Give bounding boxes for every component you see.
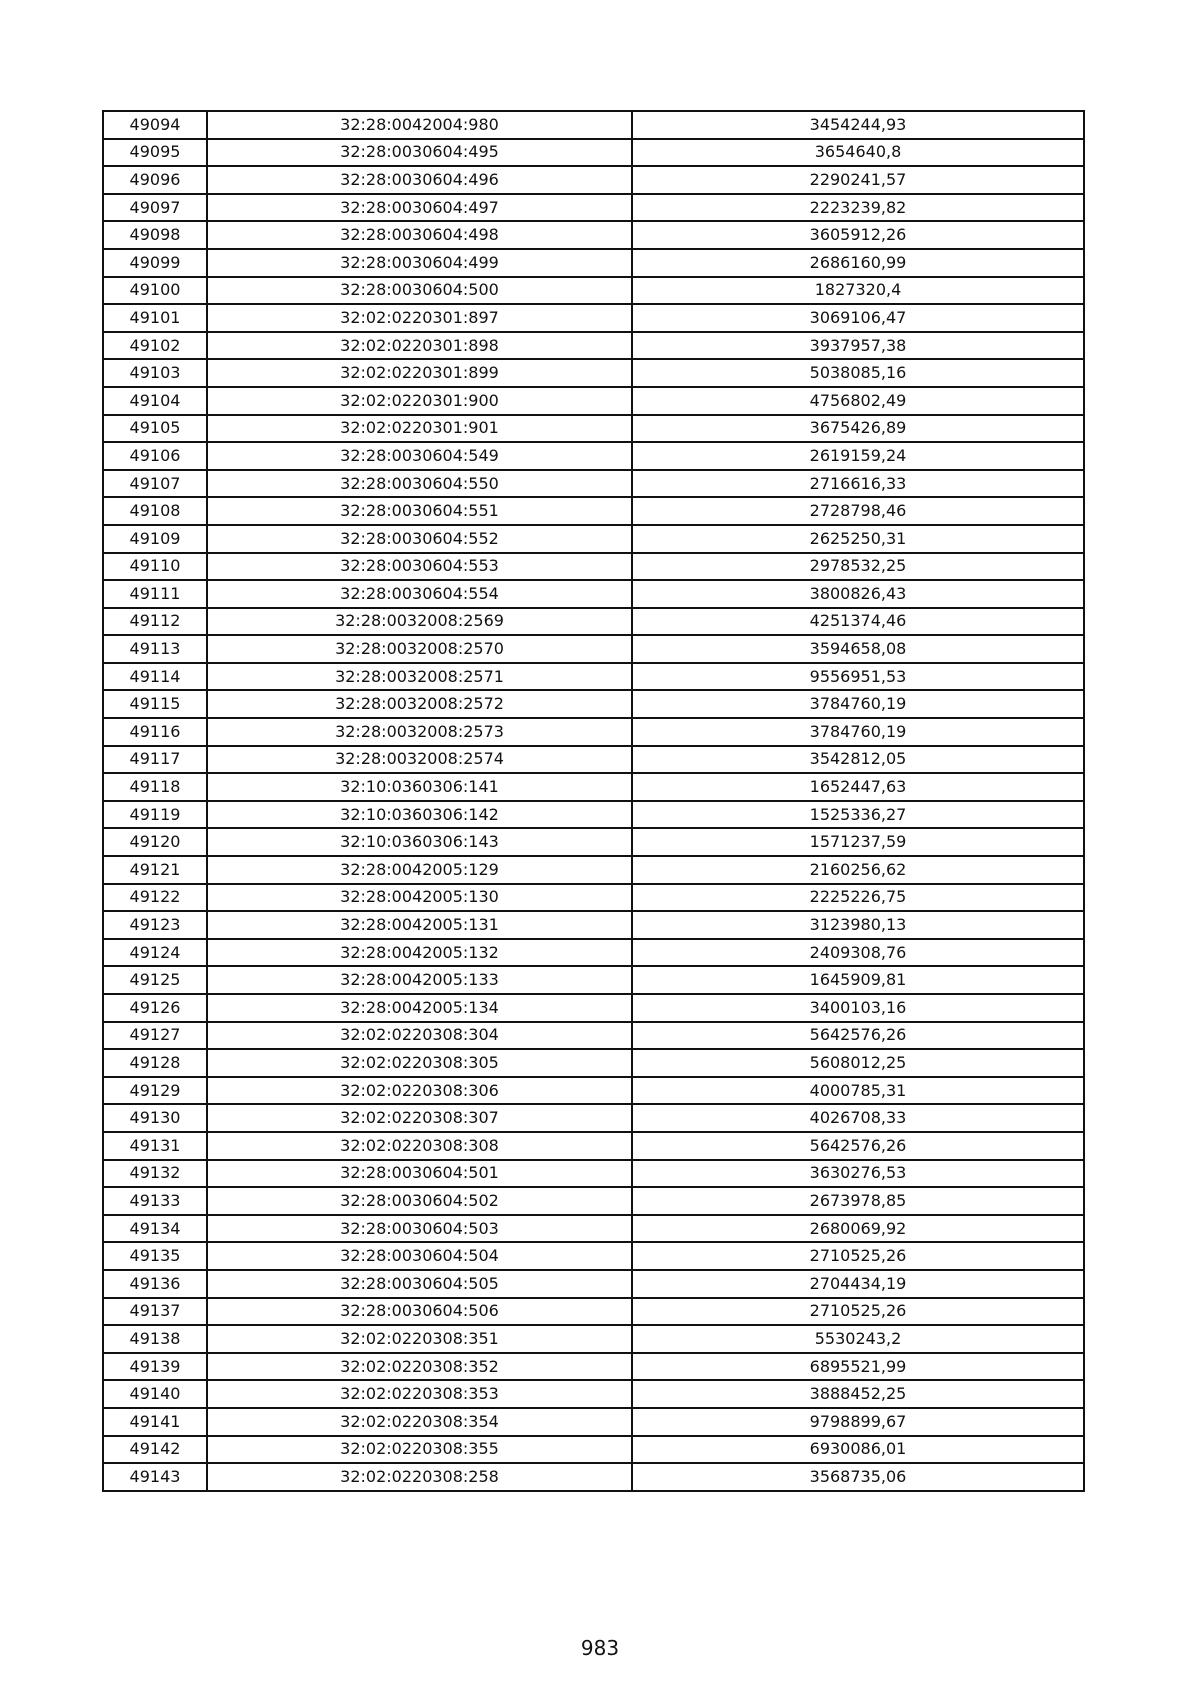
value-cell: 3400103,16 — [632, 994, 1084, 1022]
value-cell: 2978532,25 — [632, 553, 1084, 581]
row-number-cell: 49109 — [103, 525, 207, 553]
cadastral-number-cell: 32:28:0030604:501 — [207, 1160, 632, 1188]
table-row — [103, 1353, 1084, 1381]
table-row — [103, 249, 1084, 277]
row-number-cell: 49117 — [103, 746, 207, 774]
cadastral-number-cell: 32:28:0030604:550 — [207, 470, 632, 498]
value-cell: 6930086,01 — [632, 1436, 1084, 1464]
table-row — [103, 1215, 1084, 1243]
row-number-cell: 49139 — [103, 1353, 207, 1381]
row-number-cell: 49112 — [103, 608, 207, 636]
cadastral-number-cell: 32:28:0030604:500 — [207, 277, 632, 305]
table-row — [103, 553, 1084, 581]
table-row — [103, 939, 1084, 967]
value-cell: 5530243,2 — [632, 1325, 1084, 1353]
table-row — [103, 635, 1084, 663]
table-row — [103, 1325, 1084, 1353]
table-row — [103, 221, 1084, 249]
row-number-cell: 49106 — [103, 442, 207, 470]
cadastral-number-cell: 32:28:0030604:505 — [207, 1270, 632, 1298]
cadastral-number-cell: 32:28:0030604:498 — [207, 221, 632, 249]
row-number-cell: 49100 — [103, 277, 207, 305]
table-row — [103, 277, 1084, 305]
row-number-cell: 49126 — [103, 994, 207, 1022]
table-row — [103, 884, 1084, 912]
value-cell: 3568735,06 — [632, 1463, 1084, 1491]
cadastral-number-cell: 32:28:0042005:132 — [207, 939, 632, 967]
cadastral-number-cell: 32:10:0360306:143 — [207, 828, 632, 856]
table-row — [103, 1408, 1084, 1436]
cadastral-number-cell: 32:28:0030604:549 — [207, 442, 632, 470]
cadastral-number-cell: 32:02:0220308:351 — [207, 1325, 632, 1353]
table-row — [103, 1132, 1084, 1160]
value-cell: 4251374,46 — [632, 608, 1084, 636]
row-number-cell: 49094 — [103, 111, 207, 139]
value-cell: 2728798,46 — [632, 497, 1084, 525]
cadastral-number-cell: 32:02:0220301:897 — [207, 304, 632, 332]
table-row — [103, 1463, 1084, 1491]
value-cell: 5608012,25 — [632, 1049, 1084, 1077]
table-row — [103, 966, 1084, 994]
table-row — [103, 718, 1084, 746]
cadastral-number-cell: 32:28:0030604:554 — [207, 580, 632, 608]
cadastral-number-cell: 32:02:0220301:899 — [207, 359, 632, 387]
value-cell: 1525336,27 — [632, 801, 1084, 829]
table-row — [103, 1022, 1084, 1050]
cadastral-number-cell: 32:02:0220301:898 — [207, 332, 632, 360]
table-row — [103, 139, 1084, 167]
table-row — [103, 773, 1084, 801]
cadastral-number-cell: 32:28:0042005:134 — [207, 994, 632, 1022]
row-number-cell: 49132 — [103, 1160, 207, 1188]
value-cell: 3937957,38 — [632, 332, 1084, 360]
row-number-cell: 49134 — [103, 1215, 207, 1243]
cadastral-number-cell: 32:02:0220308:355 — [207, 1436, 632, 1464]
row-number-cell: 49101 — [103, 304, 207, 332]
value-cell: 3784760,19 — [632, 718, 1084, 746]
value-cell: 2716616,33 — [632, 470, 1084, 498]
table-row — [103, 1049, 1084, 1077]
cadastral-number-cell: 32:10:0360306:141 — [207, 773, 632, 801]
value-cell: 2225226,75 — [632, 884, 1084, 912]
value-cell: 2686160,99 — [632, 249, 1084, 277]
row-number-cell: 49133 — [103, 1187, 207, 1215]
cadastral-number-cell: 32:28:0042005:133 — [207, 966, 632, 994]
cadastral-number-cell: 32:28:0032008:2572 — [207, 690, 632, 718]
page-number: 983 — [580, 1636, 620, 1660]
row-number-cell: 49140 — [103, 1380, 207, 1408]
cadastral-number-cell: 32:28:0032008:2573 — [207, 718, 632, 746]
table-row — [103, 690, 1084, 718]
cadastral-number-cell: 32:02:0220308:307 — [207, 1104, 632, 1132]
value-cell: 5038085,16 — [632, 359, 1084, 387]
table-row — [103, 1104, 1084, 1132]
row-number-cell: 49124 — [103, 939, 207, 967]
table-row — [103, 111, 1084, 139]
value-cell: 9798899,67 — [632, 1408, 1084, 1436]
table-row — [103, 415, 1084, 443]
value-cell: 3654640,8 — [632, 139, 1084, 167]
table-row — [103, 1160, 1084, 1188]
row-number-cell: 49121 — [103, 856, 207, 884]
value-cell: 3630276,53 — [632, 1160, 1084, 1188]
row-number-cell: 49130 — [103, 1104, 207, 1132]
cadastral-number-cell: 32:28:0042004:980 — [207, 111, 632, 139]
row-number-cell: 49110 — [103, 553, 207, 581]
value-cell: 3594658,08 — [632, 635, 1084, 663]
cadastral-number-cell: 32:28:0032008:2571 — [207, 663, 632, 691]
value-cell: 2290241,57 — [632, 166, 1084, 194]
cadastral-number-cell: 32:02:0220308:354 — [207, 1408, 632, 1436]
cadastral-number-cell: 32:02:0220308:258 — [207, 1463, 632, 1491]
value-cell: 5642576,26 — [632, 1022, 1084, 1050]
row-number-cell: 49138 — [103, 1325, 207, 1353]
row-number-cell: 49113 — [103, 635, 207, 663]
table-row — [103, 1187, 1084, 1215]
row-number-cell: 49118 — [103, 773, 207, 801]
cadastral-number-cell: 32:28:0032008:2569 — [207, 608, 632, 636]
value-cell: 3605912,26 — [632, 221, 1084, 249]
row-number-cell: 49143 — [103, 1463, 207, 1491]
cadastral-number-cell: 32:28:0030604:553 — [207, 553, 632, 581]
value-cell: 1827320,4 — [632, 277, 1084, 305]
table-row — [103, 911, 1084, 939]
row-number-cell: 49128 — [103, 1049, 207, 1077]
value-cell: 4000785,31 — [632, 1077, 1084, 1105]
table-body — [103, 111, 1084, 1491]
cadastral-number-cell: 32:02:0220308:304 — [207, 1022, 632, 1050]
table-row — [103, 442, 1084, 470]
row-number-cell: 49115 — [103, 690, 207, 718]
cadastral-number-cell: 32:28:0030604:502 — [207, 1187, 632, 1215]
value-cell: 2680069,92 — [632, 1215, 1084, 1243]
table-row — [103, 470, 1084, 498]
value-cell: 2409308,76 — [632, 939, 1084, 967]
value-cell: 2710525,26 — [632, 1242, 1084, 1270]
table-row — [103, 1077, 1084, 1105]
table-row — [103, 166, 1084, 194]
cadastral-number-cell: 32:02:0220301:901 — [207, 415, 632, 443]
value-cell: 4756802,49 — [632, 387, 1084, 415]
value-cell: 2160256,62 — [632, 856, 1084, 884]
value-cell: 2625250,31 — [632, 525, 1084, 553]
row-number-cell: 49099 — [103, 249, 207, 277]
cadastral-number-cell: 32:02:0220308:306 — [207, 1077, 632, 1105]
value-cell: 2704434,19 — [632, 1270, 1084, 1298]
cadastral-number-cell: 32:28:0042005:131 — [207, 911, 632, 939]
row-number-cell: 49105 — [103, 415, 207, 443]
row-number-cell: 49135 — [103, 1242, 207, 1270]
table-row — [103, 332, 1084, 360]
cadastral-number-cell: 32:28:0030604:499 — [207, 249, 632, 277]
value-cell: 3888452,25 — [632, 1380, 1084, 1408]
cadastral-value-table — [102, 110, 1085, 1492]
cadastral-number-cell: 32:28:0042005:129 — [207, 856, 632, 884]
row-number-cell: 49123 — [103, 911, 207, 939]
table-row — [103, 608, 1084, 636]
table-row — [103, 1436, 1084, 1464]
value-cell: 3069106,47 — [632, 304, 1084, 332]
row-number-cell: 49108 — [103, 497, 207, 525]
cadastral-number-cell: 32:28:0030604:504 — [207, 1242, 632, 1270]
value-cell: 2710525,26 — [632, 1298, 1084, 1326]
row-number-cell: 49119 — [103, 801, 207, 829]
table-row — [103, 1380, 1084, 1408]
row-number-cell: 49141 — [103, 1408, 207, 1436]
cadastral-number-cell: 32:28:0030604:551 — [207, 497, 632, 525]
value-cell: 3675426,89 — [632, 415, 1084, 443]
table-row — [103, 359, 1084, 387]
row-number-cell: 49137 — [103, 1298, 207, 1326]
cadastral-number-cell: 32:28:0032008:2570 — [207, 635, 632, 663]
row-number-cell: 49131 — [103, 1132, 207, 1160]
row-number-cell: 49102 — [103, 332, 207, 360]
row-number-cell: 49114 — [103, 663, 207, 691]
table-row — [103, 497, 1084, 525]
value-cell: 5642576,26 — [632, 1132, 1084, 1160]
cadastral-number-cell: 32:02:0220308:308 — [207, 1132, 632, 1160]
row-number-cell: 49104 — [103, 387, 207, 415]
value-cell: 6895521,99 — [632, 1353, 1084, 1381]
value-cell: 2673978,85 — [632, 1187, 1084, 1215]
table-row — [103, 994, 1084, 1022]
row-number-cell: 49103 — [103, 359, 207, 387]
cadastral-number-cell: 32:02:0220308:353 — [207, 1380, 632, 1408]
value-cell: 1652447,63 — [632, 773, 1084, 801]
row-number-cell: 49129 — [103, 1077, 207, 1105]
value-cell: 3454244,93 — [632, 111, 1084, 139]
row-number-cell: 49142 — [103, 1436, 207, 1464]
row-number-cell: 49096 — [103, 166, 207, 194]
value-cell: 3123980,13 — [632, 911, 1084, 939]
cadastral-number-cell: 32:02:0220308:305 — [207, 1049, 632, 1077]
table-row — [103, 801, 1084, 829]
value-cell: 3542812,05 — [632, 746, 1084, 774]
table-row — [103, 304, 1084, 332]
row-number-cell: 49097 — [103, 194, 207, 222]
cadastral-number-cell: 32:28:0042005:130 — [207, 884, 632, 912]
value-cell: 2619159,24 — [632, 442, 1084, 470]
row-number-cell: 49125 — [103, 966, 207, 994]
table-row — [103, 1242, 1084, 1270]
table-row — [103, 387, 1084, 415]
value-cell: 3784760,19 — [632, 690, 1084, 718]
row-number-cell: 49111 — [103, 580, 207, 608]
value-cell: 1645909,81 — [632, 966, 1084, 994]
table-row — [103, 746, 1084, 774]
table-row — [103, 525, 1084, 553]
cadastral-number-cell: 32:28:0030604:497 — [207, 194, 632, 222]
row-number-cell: 49116 — [103, 718, 207, 746]
cadastral-number-cell: 32:28:0030604:506 — [207, 1298, 632, 1326]
table-row — [103, 580, 1084, 608]
value-cell: 1571237,59 — [632, 828, 1084, 856]
value-cell: 4026708,33 — [632, 1104, 1084, 1132]
row-number-cell: 49095 — [103, 139, 207, 167]
cadastral-number-cell: 32:02:0220308:352 — [207, 1353, 632, 1381]
table-row — [103, 1270, 1084, 1298]
row-number-cell: 49122 — [103, 884, 207, 912]
row-number-cell: 49098 — [103, 221, 207, 249]
cadastral-number-cell: 32:28:0032008:2574 — [207, 746, 632, 774]
value-cell: 2223239,82 — [632, 194, 1084, 222]
cadastral-number-cell: 32:28:0030604:496 — [207, 166, 632, 194]
table-row — [103, 856, 1084, 884]
row-number-cell: 49127 — [103, 1022, 207, 1050]
value-cell: 9556951,53 — [632, 663, 1084, 691]
cadastral-number-cell: 32:28:0030604:503 — [207, 1215, 632, 1243]
row-number-cell: 49120 — [103, 828, 207, 856]
table-row — [103, 663, 1084, 691]
table-row — [103, 828, 1084, 856]
cadastral-number-cell: 32:28:0030604:495 — [207, 139, 632, 167]
value-cell: 3800826,43 — [632, 580, 1084, 608]
cadastral-number-cell: 32:10:0360306:142 — [207, 801, 632, 829]
table-row — [103, 1298, 1084, 1326]
table-row — [103, 194, 1084, 222]
cadastral-number-cell: 32:28:0030604:552 — [207, 525, 632, 553]
row-number-cell: 49136 — [103, 1270, 207, 1298]
cadastral-number-cell: 32:02:0220301:900 — [207, 387, 632, 415]
row-number-cell: 49107 — [103, 470, 207, 498]
